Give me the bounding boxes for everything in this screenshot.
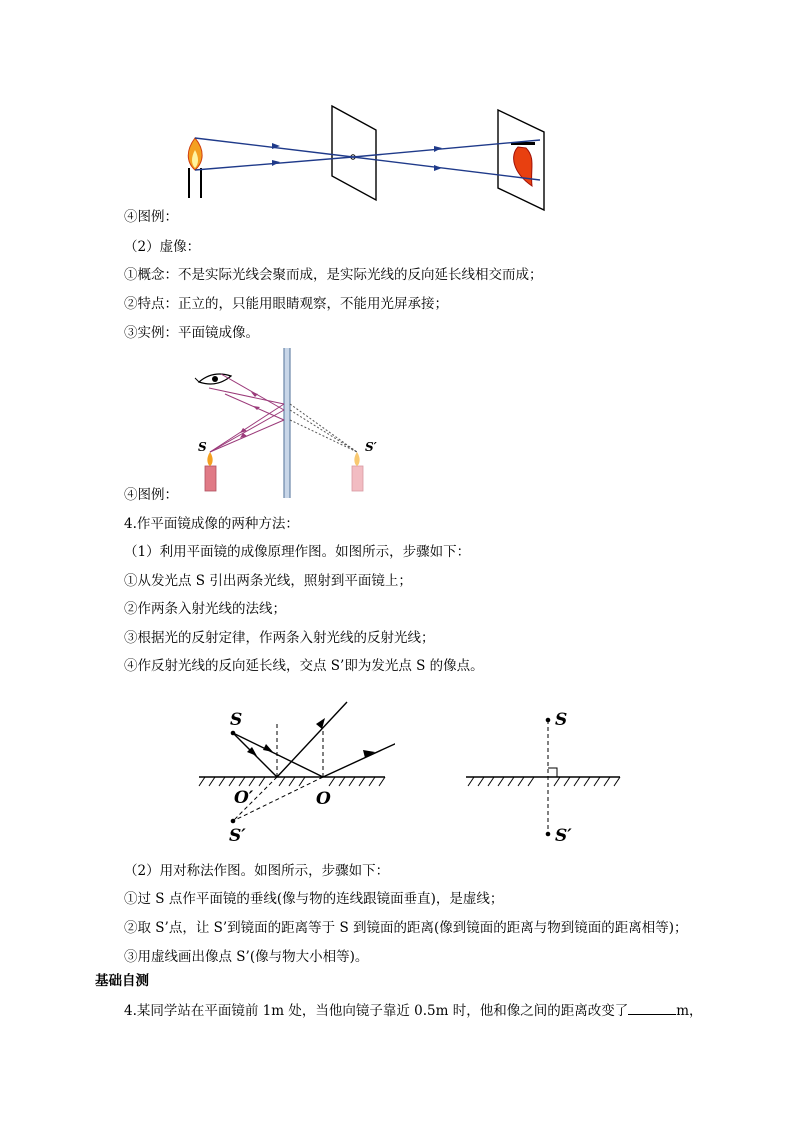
mirror-fig-s-prime-label: S′: [365, 440, 377, 454]
methods-title: 4.作平面镜成像的两种方法：: [124, 516, 299, 532]
method1-title: （1）利用平面镜的成像原理作图。如图所示，步骤如下：: [124, 544, 471, 560]
virtual-title: （2）虚像：: [124, 239, 201, 255]
question-4: [124, 1001, 703, 1020]
method1-step1: ①从发光点 S 引出两条光线，照射到平面镜上；: [124, 573, 412, 589]
answer-blank[interactable]: [628, 1001, 676, 1015]
plane-mirror-figure: [185, 348, 385, 498]
reflection-construction-figure: [195, 700, 395, 845]
pinhole-figure: [180, 100, 560, 215]
symmetry-s-prime-label: S′: [555, 826, 572, 846]
mirror-fig-s-label: S: [198, 440, 207, 454]
question-4-text: 4.某同学站在平面镜前 1m 处，当他向镜子靠近 0.5m 时，他和像之间的距离改变了: [124, 1003, 629, 1019]
symmetry-construction-figure: [462, 700, 622, 845]
method1-step4: ④作反射光线的反向延长线，交点 S’即为发光点 S 的像点。: [124, 658, 484, 674]
method1-step3: ③根据光的反射定律，作两条入射光线的反射光线；: [124, 630, 435, 646]
question-4-unit: m，: [676, 1003, 703, 1019]
virtual-instance: ③实例：平面镜成像。: [124, 325, 259, 341]
virtual-feature: ②特点：正立的，只能用眼睛观察，不能用光屏承接；: [124, 296, 448, 312]
real-example-label: ④图例：: [124, 209, 178, 225]
method2-step1: ①过 S 点作平面镜的垂线(像与物的连线跟镜面垂直)，是虚线；: [124, 891, 504, 907]
virtual-example-label: ④图例：: [124, 487, 178, 503]
virtual-concept: ①概念：不是实际光线会聚而成，是实际光线的反向延长线相交而成；: [124, 267, 543, 283]
construction-o-prime-label: O′: [234, 788, 254, 808]
method2-step3: ③用虚线画出像点 S’(像与物大小相等)。: [124, 949, 369, 965]
method1-step2: ②作两条入射光线的法线；: [124, 601, 286, 617]
section-heading-self-test: 基础自测: [95, 973, 149, 989]
construction-o-label: O: [316, 789, 331, 809]
construction-s-label: S: [230, 710, 243, 730]
construction-s-prime-label: S′: [229, 826, 246, 846]
method2-title: （2）用对称法作图。如图所示，步骤如下：: [124, 863, 390, 879]
method2-step2: ②取 S’点，让 S’到镜面的距离等于 S 到镜面的距离(像到镜面的距离与物到镜面的距离相等)；: [124, 920, 688, 936]
symmetry-s-label: S: [555, 710, 568, 730]
